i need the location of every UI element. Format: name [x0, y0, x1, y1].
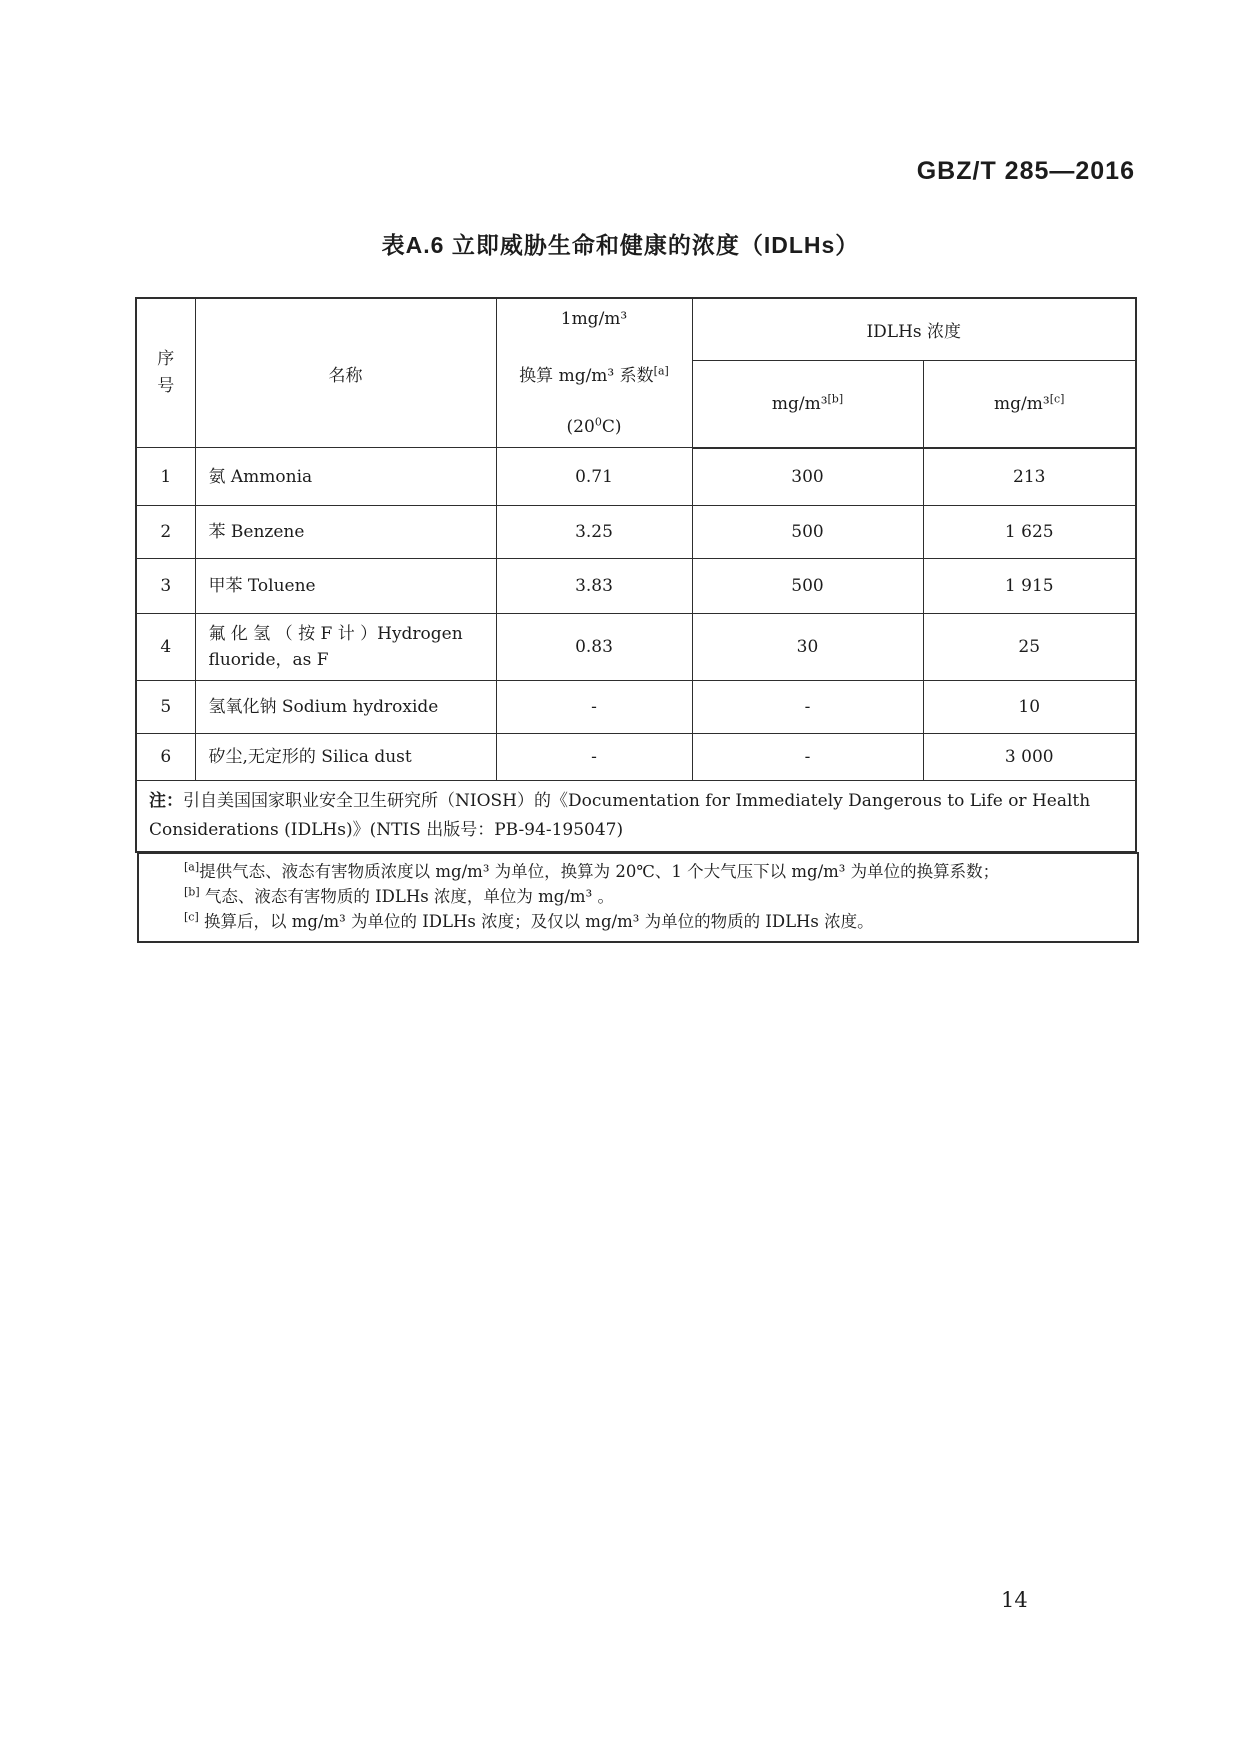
- factor-header-line3: $(20^0C)$: [566, 415, 622, 437]
- idlh-value-c: 25: [923, 614, 1136, 681]
- standard-code: GBZ/T 285—2016: [916, 157, 1135, 185]
- note-line1: 注：引自美国国家职业安全卫生研究所（NIOSH）的《Documentation for Immediately Dangerous to Life or Health: [149, 791, 1091, 811]
- conversion-factor: 0.71: [496, 448, 692, 506]
- footnote-ref-b: [b]: [827, 391, 844, 405]
- col-header-conversion-factor: [496, 298, 692, 448]
- conversion-factor: 0.83: [496, 614, 692, 681]
- idlh-value-c: 1 915: [923, 559, 1136, 614]
- substance-name: [195, 614, 496, 681]
- idlh-value-b: 500: [692, 559, 923, 614]
- conversion-factor: 3.83: [496, 559, 692, 614]
- footnote-b: [b] 气态、液态有害物质的 IDLHs 浓度，单位为 mg/m³ 。: [184, 885, 614, 906]
- footnote-c: [c] 换算后，以 mg/m³ 为单位的 IDLHs 浓度；及仅以 mg/m³ 为单位的物质的 IDLHs 浓度。: [184, 910, 874, 931]
- col-header-index: [136, 298, 195, 448]
- substance-name-line1: 氟 化 氢 （ 按 F 计 ）Hydrogen: [208, 624, 463, 644]
- idlh-value-b: 30: [692, 614, 923, 681]
- substance-name-line2: fluoride，as F: [208, 650, 329, 670]
- factor-header-line2: 换算 mg/m³ 系数[a]: [519, 363, 669, 386]
- table-note: [136, 781, 1136, 853]
- col-group-idlhs: IDLHs 浓度: [692, 298, 1136, 360]
- table-row: [136, 681, 1136, 734]
- substance-name: 矽尘,无定形的 Silica dust: [195, 734, 496, 781]
- idlh-value-b: -: [692, 681, 923, 734]
- header-row-group: [136, 298, 1136, 360]
- row-index: 6: [136, 734, 195, 781]
- idlh-value-b: 300: [692, 448, 923, 506]
- idlh-value-b: 500: [692, 506, 923, 559]
- conversion-factor: 3.25: [496, 506, 692, 559]
- table-row: [136, 734, 1136, 781]
- row-index: 2: [136, 506, 195, 559]
- footnote-ref-c: [c]: [1049, 391, 1065, 405]
- page-number: 14: [1001, 1588, 1028, 1612]
- table-title: 表A.6 立即威胁生命和健康的浓度（IDLHs）: [381, 232, 860, 258]
- row-index: 1: [136, 448, 195, 506]
- col-header-index-line2: 号: [157, 376, 175, 396]
- footnotes-box: [137, 852, 1139, 943]
- idlh-value-b: -: [692, 734, 923, 781]
- row-index: 4: [136, 614, 195, 681]
- footnote-ref-a: [a]: [653, 363, 669, 377]
- idlh-table: [135, 297, 1137, 853]
- idlh-value-c: 10: [923, 681, 1136, 734]
- footnote-a-marker: [a]: [184, 860, 200, 874]
- table-row: [136, 448, 1136, 506]
- substance-name: 苯 Benzene: [195, 506, 496, 559]
- conversion-factor: -: [496, 734, 692, 781]
- idlh-value-c: 213: [923, 448, 1136, 506]
- substance-name: 甲苯 Toluene: [195, 559, 496, 614]
- col-header-name: 名称: [195, 298, 496, 448]
- footnote-a: [a]提供气态、液态有害物质浓度以 mg/m³ 为单位，换算为 20℃、1 个大气压下以 mg/m³ 为单位的换算系数；: [184, 860, 1000, 881]
- footnote-b-marker: [b]: [184, 885, 200, 899]
- table-row: [136, 506, 1136, 559]
- conversion-factor: -: [496, 681, 692, 734]
- note-label: 注：: [149, 791, 183, 811]
- idlh-value-c: 3 000: [923, 734, 1136, 781]
- note-line2: Considerations (IDLHs)》(NTIS 出版号：PB-94-195047): [149, 820, 624, 840]
- col-header-mgm3-b: mg/m³[b]: [692, 360, 923, 447]
- row-index: 3: [136, 559, 195, 614]
- row-index: 5: [136, 681, 195, 734]
- table-note-row: [136, 781, 1136, 853]
- col-header-mgm3-c: mg/m³[c]: [923, 360, 1136, 447]
- col-header-index-line1: 序: [157, 349, 175, 369]
- footnote-c-marker: [c]: [184, 910, 199, 924]
- table-row: [136, 559, 1136, 614]
- table-row: [136, 614, 1136, 681]
- idlh-value-c: 1 625: [923, 506, 1136, 559]
- factor-header-line1: 1mg/m³: [560, 309, 628, 329]
- substance-name: 氨 Ammonia: [195, 448, 496, 506]
- substance-name: 氢氧化钠 Sodium hydroxide: [195, 681, 496, 734]
